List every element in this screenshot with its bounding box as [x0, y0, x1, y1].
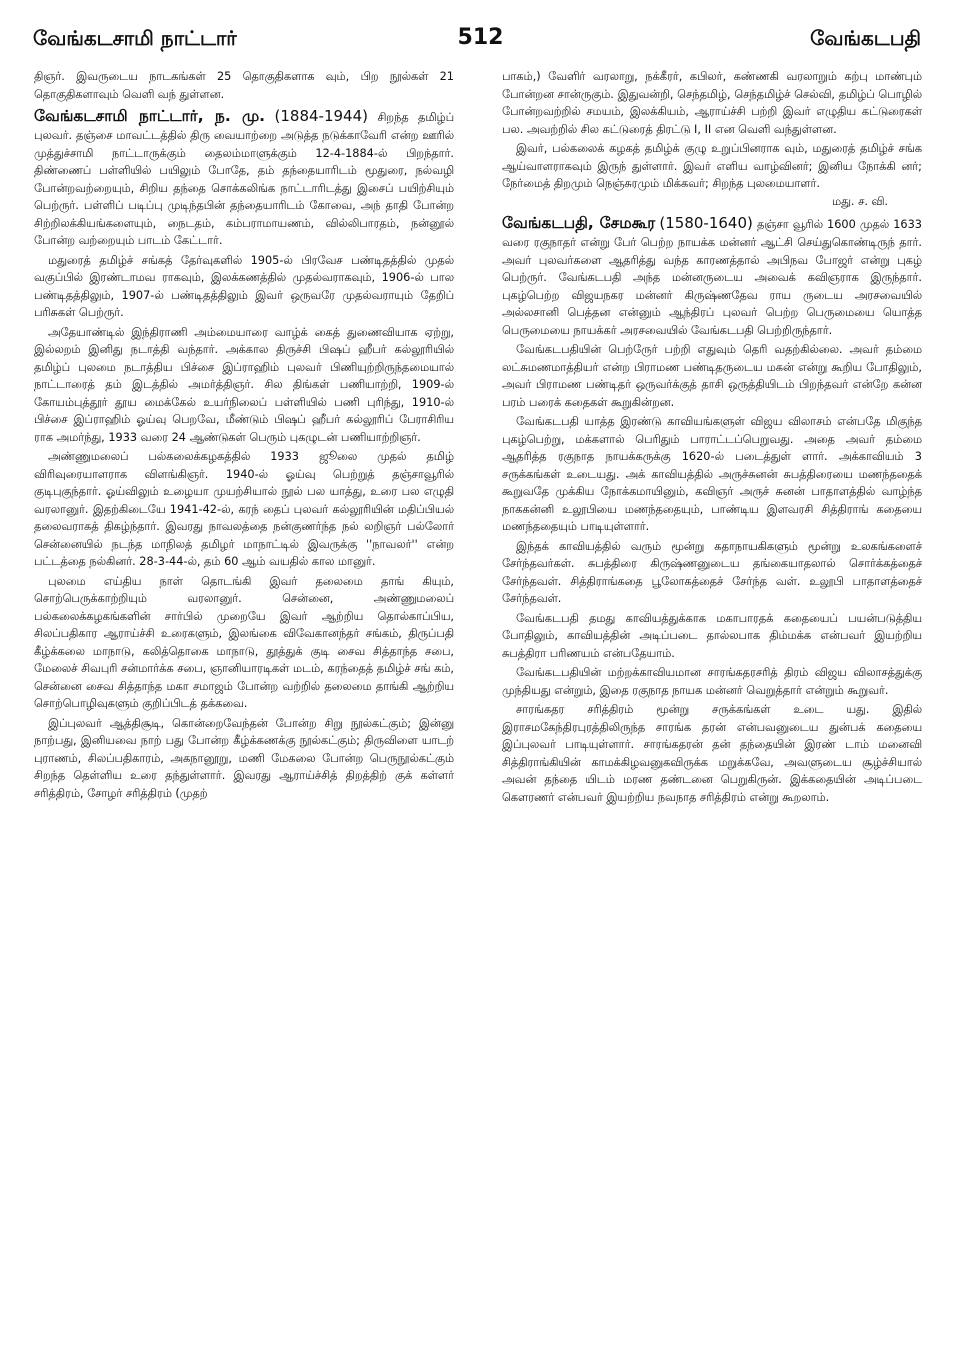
paragraph: இந்தக் காவியத்தில் வரும் மூன்று கதாநாயகிகளும் மூன்று உலகங்களைச் சேர்ந்தவர்கள். சுபத்திரை கிருஷ்ணனுடைய தங்கையாதலால் சொர்க்கத்தைச் சேர்ந்தவள். சித்திராங்கதை பூலோகத்தைச் சேர்ந்த வள். உலூபி பாதாளத்தைச் சேர்ந்தவள்.: [502, 539, 922, 605]
paragraph: அதேயாண்டில் இந்திராணி அம்மையாரை வாழ்க் கைத் துணைவியாக ஏற்று, இல்லறம் இனிது நடாத்தி வந்தார். அக்கால திருச்சி பிஷப் ஹீபர் கல்லூரியில் தமிழ்ப் புலமை நடாத்திய பிச்சை இப்ராஹிம் புலவர் பிணியுற்றிருந்தமையால் நாட்டாரைத் தம் இடத்தில் அமர்த்திஞர். சில திங்கள் பணியாற்றி, 1909-ல் கோயம்புத்தூர் தூய மைக்கேல் உயர்நிலைப் பள்ளியில் பணி புரிந்து, 1910-ல் பிச்சை இப்ராஹிம் ஓய்வு பெறவே, மீண்டும் பிஷப் ஹீபர் கல்லூரிப் பேராசிரிய ராக அமர்ந்து, 1933 வரை 24 ஆண்டுகள் பெரும் புகழுடன் பணியாற்றிஞர்.: [34, 325, 454, 444]
paragraph: புலமை எய்திய நாள் தொடங்கி இவர் தலைமை தாங் கியும், சொற்பெருக்காற்றியும் வரலானுர். சென்னை, அண்ணுமலைப் பல்கலைக்கழகங்களின் சார்பில் முறையே இவர் ஆற்றிய தொல்காப்பிய, சிலப்பதிகார ஆராய்ச்சி உரைகளும், இலங்கை விவேகானந்தர் சங்கம், திருப்பதி கீழ்க்கலை மாநாடு, கலித்தொகை மாநாடு, தூத்துக் குடி சைவ சித்தாந்த சபை, மேலைச் சிவபுரி சன்மார்க்க சபை, ஞானியாரடிகள் மடம், கரந்தைத் தமிழ்ச் சங் கம், சென்னை சைவ சித்தாந்த மகா சமாஜம் போன்ற வற்றில் தலைமை தாங்கி ஆற்றிய சொற்பொழிவுகளும் குறிப்பிடத் தக்கவை.: [34, 574, 454, 710]
entry-lead-text: தஞ்சா வூரில் 1600 முதல் 1633 வரை ரகுநாதர் என்று பேர் பெற்ற நாயக்க மன்னர் ஆட்சி செய்துகொண்டிருந் தார். அவர் புலவர்களை ஆதரித்து வந்த காரணத்தால் அபிநவ போஜர் என்று புகழ் பெற்ருர். வேங்கடபதி அந்த மன்னருடைய அவைக் கவிஞராக இருந்தார். புகழ்பெற்ற விஜயநகர மன்னர் கிருஷ்ணதேவ ராய ருடைய அரசவையில் அல்லசானி பெத்தன என்னும் ஆந்திரப் புலவர் பெற்ற பெருமையை யொத்த பெருமையை நாயக்கர் அரசவையில் வேங்கடபதி பெற்றிருந்தார்.: [502, 218, 922, 337]
paragraph: அண்ணுமலைப் பல்கலைக்கழகத்தில் 1933 ஜூலை முதல் தமிழ் விரிவுரையாளராக விளங்கிஞர். 1940-ல் ஓய்வு பெற்றுத் தஞ்சாவூரில் குடிபுகுந்தார். ஓய்விலும் உழையா முயற்சியால் நூல் பல யாத்து, உரை பல எழுதி வரலானுர். இதற்கிடையே 1941-42-ல், கரந் தைப் புலவர் கல்லூரியின் மதிப்பியல் தலைவராகத் திகழ்ந்தார். இவரது நாவலத்தை நன்குணர்ந்த நல் லறிஞர் பல்லோர் சென்னையில் நடந்த மாநிலத் தமிழர் மாநாட்டில் இவருக்கு ''நாவலர்'' என்ற பட்டத்தை நல்கினர். 28-3-44-ல், தம் 60 ஆம் வயதில் கால மானுர்.: [34, 450, 454, 568]
right-column: [502, 68, 922, 1348]
continued-paragraph: திஞர். இவருடைய நாடகங்கள் 25 தொகுதிகளாக வும், பிற நூல்கள் 21 தொகுதிகளாவும் வெளி வந் துள்ளன.: [34, 70, 454, 101]
entry-venkatapati: [502, 212, 922, 339]
entry-years: (1580-1640): [659, 214, 753, 232]
continued-paragraph: பாகம்,) வேளிர் வரலாறு, நக்கீரர், கபிலர், கண்ணகி வரலாறும் கற்பு மாண்பும் போன்றன சான்ருகும். இதுவன்றி, செந்தமிழ், செந்தமிழ்ச் செல்வி, தமிழ்ப் பொழில் போன்றவற்றில் சமயம், இலக்கியம், ஆராய்ச்சி பற்றி இவர் எழுதிய கட்டுரைகள் பல. அவற்றில் சில கட்டுரைத் திரட்டு I, II என வெளி வந்துள்ளன.: [502, 70, 922, 136]
entry-heading: வேங்கடசாமி நாட்டார், ந. மு.: [34, 107, 266, 125]
paragraph: இப்புலவர் ஆத்திசூடி, கொன்றைவேந்தன் போன்ற சிறு நூல்கட்கும்; இன்னு நாற்பது, இனியவை நாற் பது போன்ற கீழ்க்கணக்கு நூல்கட்கும்; திருவிளை யாடற் புராணம், சிலப்பதிகாரம், அகநானூறு, மணி மேகலை போன்ற பெருநூல்கட்கும் சிறந்த தெள்ளிய உரை தந்துள்ளார். இவரது ஆராய்ச்சித் திறத்திற் குக் கள்ளர் சரித்திரம், சோழர் சரித்திரம் (முதற்: [34, 716, 454, 800]
entry-heading: வேங்கடபதி, சேமகூர: [502, 214, 656, 232]
paragraph: வேங்கடபதி யாத்த இரண்டு காவியங்களுள் விஜய விலாசம் என்பதே மிகுந்த புகழ்பெற்று, மக்களால் பெரிதும் பாராட்டப்பெறுவது. அதை அவர் தம்மை ஆதரித்த ரகுநாத நாயக்கருக்கு 1620-ல் படைத்துள் ளார். அக்காவியம் 3 சருக்கங்கள் உடையது. அக் காவியத்தில் அருச்சுனன் சுபத்திரையை மணந்ததைக் கூறுவதே முக்கிய நோக்கமாயினும், கவிஞர் அருச் சுனன் பாதாளத்தில் வாழ்ந்த நாககன்னி உலூபியை மணந்ததையும், பாண்டிய இளவரசி சித்திராங் கதையை மணந்ததையும் பாடியுள்ளார்.: [502, 415, 922, 533]
running-head-left: வேங்கடசாமி நாட்டார்: [33, 26, 237, 50]
paragraph: வேங்கடபதி தமது காவியத்துக்காக மகாபாரதக் கதையைப் பயன்படுத்திய போதிலும், காவியத்தின் அடிப்படை தால்லபாக திம்மக்க என்பவர் இயற்றிய சுபத்திரா பரிணயம் என்பதேயாம்.: [502, 611, 922, 660]
author-signature: மது. ச. வி.: [832, 194, 888, 208]
page-number: 512: [457, 25, 504, 50]
paragraph: மதுரைத் தமிழ்ச் சங்கத் தேர்வுகளில் 1905-ல் பிரவேச பண்டிதத்தில் முதல் வகுப்பில் இரண்டாமவ ராகவும், இலக்கணத்தில் முதல்வராகவும், 1906-ல் பால பண்டிதத்திலும், 1907-ல் பண்டிதத்திலும் இவர் ஒருவரே முதல்வராயும் தேறிப் பரிசுகள் பெற்ருர்.: [34, 253, 454, 319]
paragraph: சாரங்கதர சரித்திரம் மூன்று சருக்கங்கள் உடை யது. இதில் இராசமகேந்திரபுரத்திலிருந்த சாரங்க தரன் என்பவனுடைய துன்பக் கதையை இப்புலவர் பாடியுள்ளார். சாரங்கதரன் தன் தந்தையின் இரண் டாம் மனைவி சித்திராங்கியின் காமக்கிழவனுகவிருக்க மறுக்கவே, அவளுடைய சூழ்ச்சியால் அவன் தந்தை யிடம் மரண தண்டனை பெறுகிருன். இக்கதையின் அடிப்படை கௌரணர் என்பவர் இயற்றிய நவநாத சரித்திரம் என்று கூறலாம்.: [502, 703, 922, 804]
paragraph-text: இவர், பல்கலைக் கழகத் தமிழ்க் குழு உறுப்பினராக வும், மதுரைத் தமிழ்ச் சங்க ஆய்வாளராகவும் இருந் துள்ளார். இவர் எளிய வாழ்வினர்; இனிய நோக்கி னர்; நேர்மைத் திறமும் நெஞ்சுரமும் மிக்கவர்; சிறந்த புலமையாளர்.: [502, 142, 922, 190]
running-head-right: வேங்கடபதி: [810, 26, 921, 50]
entry-years: (1884-1944): [274, 107, 368, 125]
entry-lead-text: சிறந்த தமிழ்ப் புலவர். தஞ்சை மாவட்டத்தில் திரு வையாற்றை அடுத்த நடுக்காவேரி என்ற ஊரில் முத்துச்சாமி நாட்டாருக்கும் தைலம்மாளுக்கும் 12-4-1884-ல் பிறந்தார். திண்ணைப் பள்ளியில் பயிலும் போதே, தம் தந்தையாரிடம் மூதுரை, நல்வழி போன்றவற்றையும், சிறிய தந்தை சொக்கலிங்க நாட்டாரிடத்து இசைப் பயிற்சியும் பெற்ருர். பள்ளிப் படிப்பு முடிந்தபின் தந்தையாரிடம் கோவை, அந் தாதி போன்ற சிற்றிலக்கியங்களையும், நைடதம், கம்பராமாயணம், வில்லிபாரதம், நன்னூல் போன்ற வற்றையும் பாடம் கேட்டார்.: [34, 111, 454, 247]
paragraph: வேங்கடபதியின் பெற்ருேர் பற்றி எதுவும் தெரி வதற்கில்லை. அவர் தம்மை லட்சுமணமாத்தியர் என்ற பிராமண பண்டிதருடைய மகன் என்று கூறிய போதிலும், அவர் பிராமண பண்டிதர் ஒருவர்க்குத் தாசி ஒருத்தியிடம் பிறந்தவர் என்றே கன்ன பரம் பரைக் கதைகள் கூறுகின்றன.: [502, 343, 922, 409]
page-header: [0, 0, 961, 66]
entry-venkatasami-nattar: [34, 105, 454, 250]
paragraph: வேங்கடபதியின் மற்றக்காவியமான சாரங்கதரசரித் திரம் விஜய விலாசத்துக்கு முந்தியது என்றும், இதை ரகுநாத நாயக மன்னர் வெறுத்தார் என்றும் கூறுவர்.: [502, 666, 922, 697]
paragraph: [502, 140, 922, 210]
left-column: [34, 68, 454, 1348]
